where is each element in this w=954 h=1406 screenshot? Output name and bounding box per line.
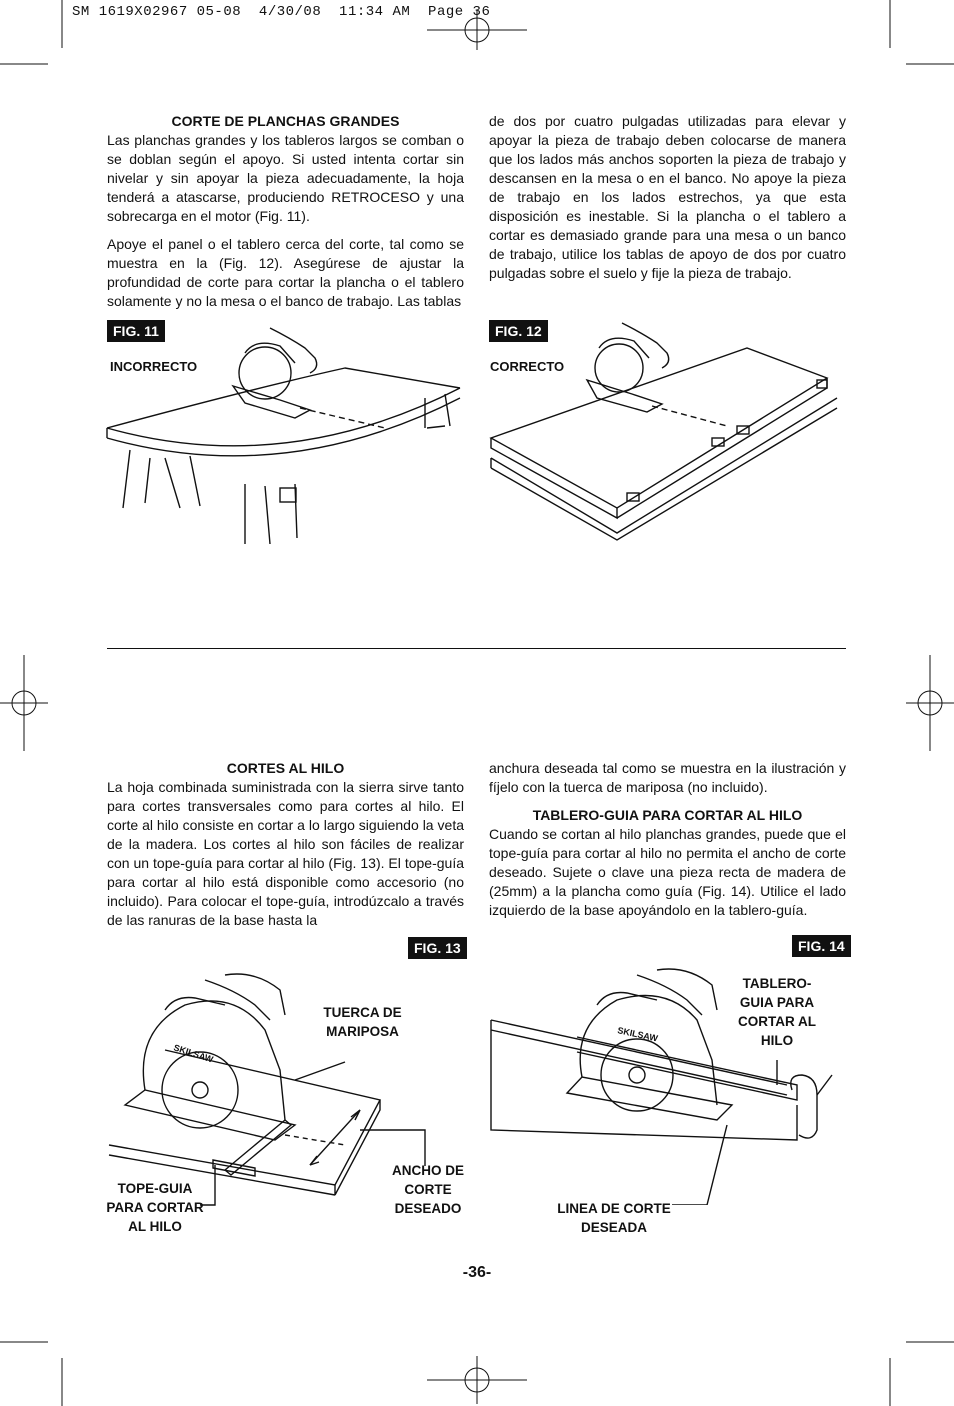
fig14-callout-cut-line <box>554 1199 674 1237</box>
section1-heading: CORTE DE PLANCHAS GRANDES <box>171 113 400 129</box>
fig13-callout-cut-width-line-2: CORTE <box>404 1182 452 1197</box>
fig13-callout-rip-fence-line-3: AL HILO <box>128 1219 182 1234</box>
fig12-caption: CORRECTO <box>490 359 565 374</box>
section2-right-column <box>489 759 846 929</box>
fig13-callout-rip-fence-line-1: TOPE-GUIA <box>117 1181 193 1196</box>
page-number: -36- <box>462 1264 492 1281</box>
fig14-callout-cut-line-line-2: DESEADA <box>580 1220 647 1235</box>
fig13-brand-mark: SKILSAW <box>172 1042 215 1065</box>
fig14-callout-guide-board-line-3: CORTAR AL <box>738 1014 816 1029</box>
fig13-callout-wing-nut-line-1: TUERCA DE <box>323 1005 402 1020</box>
fig14-callout-guide-board-line-1: TABLERO- <box>742 976 812 991</box>
fig13-callout-wing-nut-line-2: MARIPOSA <box>326 1024 399 1039</box>
fig13-callout-rip-fence-line-2: PARA CORTAR <box>106 1200 204 1215</box>
section2-paragraph-2: anchura deseada tal como se muestra en la ilustración y fíjelo con la tuerca de mariposa (no incluido). <box>489 760 846 795</box>
fig13-callout-wing-nut <box>315 1003 410 1041</box>
section2-heading: CORTES AL HILO <box>226 760 345 776</box>
section1-paragraph-3: de dos por cuatro pulgadas utilizadas para elevar y apoyar la pieza de trabajo deben colocarse de manera que los lados más anchos soporten la pieza de trabajo y descansen en la mesa o en el banco. No apoye la pieza de trabajo en los lados estrechos, ya que esta disposición es inestable. Si la plancha o el tablero a cortar es demasiado grande para una mesa o un banco de trabajo, utilice los tablas de apoyo de dos por cuatro pulgadas sobre el suelo y fije la pieza de trabajo. <box>489 113 846 281</box>
fig14-callout-guide-board <box>732 974 822 1050</box>
fig13-callout-cut-width <box>386 1161 470 1218</box>
fig14-label: FIG. 14 <box>792 935 851 957</box>
section2-left-column <box>107 759 464 939</box>
section2-paragraph-3: Cuando se cortan al hilo planchas grandes, puede que el tope-guía para cortar al hilo no permita el ancho de corte deseado. Sujete o clave una pieza recta de madera de (25mm) a la plancha como guía (Fig. 14). Utilice el lado izquierdo de la base apoyándolo en la tablero-guía. <box>489 826 846 918</box>
section1-paragraph-1: Las planchas grandes y los tableros largos se comban o se doblan según el apoyo. Si usted intenta cortar sin nivelar y sin apoyar la pieza adecuadamente, la hoja tenderá a atascarse, produciendo RETROCESO y una sobrecarga en el motor (Fig. 11). <box>107 132 464 224</box>
fig14-callout-guide-board-line-2: GUIA PARA <box>739 995 815 1010</box>
fig14-callout-guide-board-line-4: HILO <box>760 1033 794 1048</box>
fig11-caption: INCORRECTO <box>110 359 198 374</box>
fig11-label: FIG. 11 <box>107 320 165 342</box>
section2-paragraph-1: La hoja combinada suministrada con la sierra sirve tanto para cortes transversales como para cortes al hilo. El corte al hilo consiste en cortar a lo largo siguiendo la veta de la madera. Los cortes al hilo son fáciles de realizar con un tope-guía para cortar al hilo (Fig. 13). El tope-guía para cortar al hilo está disponible como accesorio (no incluido). Para colocar el tope-guía, introdúzcalo a través de las ranuras de la base hasta la <box>107 779 464 928</box>
fig12-label: FIG. 12 <box>489 320 548 342</box>
section2-heading-2: TABLERO-GUIA PARA CORTAR AL HILO <box>532 807 803 823</box>
section1-paragraph-2: Apoye el panel o el tablero cerca del corte, tal como se muestra en la (Fig. 12). Asegúrese de ajustar la profundidad de corte para cortar la plancha o el tablero solamente y no la mesa o el banco de trabajo. Las tablas <box>107 236 464 309</box>
fig14-brand-mark: SKILSAW <box>616 1025 659 1044</box>
fig13-callout-cut-width-line-3: DESEADO <box>394 1201 462 1216</box>
fig11-illustration <box>105 308 465 548</box>
fig14-callout-cut-line-line-1: LINEA DE CORTE <box>557 1201 671 1216</box>
section1-right-column <box>489 112 846 292</box>
print-slug: SM 1619X02967 05-08 4/30/08 11:34 AM Page 36 <box>72 4 491 20</box>
fig13-callout-rip-fence <box>103 1179 207 1236</box>
section1-left-column <box>107 112 464 320</box>
section-divider <box>107 648 846 649</box>
fig12-illustration <box>487 308 847 548</box>
fig13-callout-cut-width-line-1: ANCHO DE <box>391 1163 464 1178</box>
fig13-label: FIG. 13 <box>408 937 467 959</box>
